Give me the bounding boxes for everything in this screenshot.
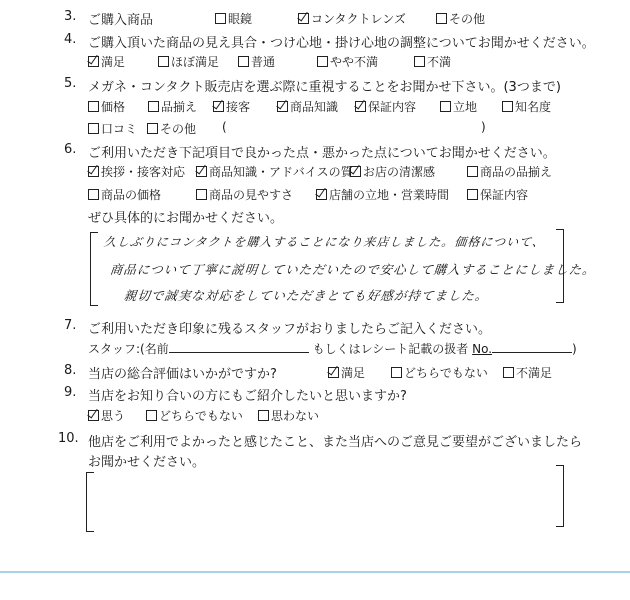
q6-option-4[interactable]: 商品の品揃え — [467, 163, 552, 180]
q5-option-selection[interactable]: 品揃え — [148, 98, 197, 115]
q5-option-reviews[interactable]: 口コミ — [88, 120, 137, 137]
checkbox[interactable] — [215, 13, 226, 24]
handwriting-line-2: 商品について丁寧に説明していただいたので安心して購入することにしました。 — [109, 262, 597, 277]
checkbox[interactable] — [467, 189, 478, 200]
q4-option-1[interactable]: 満足 — [88, 53, 125, 70]
q9-option-1[interactable]: 思う — [88, 407, 125, 424]
q4-option-4[interactable]: やや不満 — [317, 53, 378, 70]
q10-text: 他店をご利用でよかったと感じたこと、また当店へのご意見ご要望がございましたら — [88, 435, 583, 450]
q5-option-other[interactable]: その他 — [147, 120, 196, 137]
q5-option-knowledge[interactable]: 商品知識 — [277, 98, 338, 115]
q6-option-5[interactable]: 商品の価格 — [88, 186, 161, 203]
q4-option-2[interactable]: ほぼ満足 — [158, 53, 219, 70]
checkbox[interactable] — [317, 56, 328, 67]
q10-text-2: お聞かせください。 — [88, 455, 206, 470]
handwriting-line-1: 久しぶりにコンタクトを購入することになり来店しました。価格について、 — [103, 235, 546, 249]
q6-option-7[interactable]: 店舗の立地・営業時間 — [316, 186, 449, 203]
q5-option-service[interactable]: 接客 — [213, 98, 250, 115]
checkbox[interactable] — [391, 367, 402, 378]
checkbox[interactable] — [146, 410, 157, 421]
q7-text: ご利用いただき印象に残るスタッフがおりましたらご記入ください。 — [88, 322, 492, 337]
q8-option-3[interactable]: 不満足 — [503, 364, 552, 381]
q8-option-1[interactable]: 満足 — [328, 364, 365, 381]
checkbox-checked[interactable] — [213, 101, 224, 112]
q5-option-location[interactable]: 立地 — [440, 98, 477, 115]
checkbox[interactable] — [440, 101, 451, 112]
bottom-divider — [0, 571, 630, 573]
no-label: No. — [472, 342, 493, 356]
receipt-label: もしくはレシート記載の扱者 — [312, 342, 469, 356]
q6-option-8[interactable]: 保証内容 — [467, 186, 528, 203]
checkbox[interactable] — [258, 410, 269, 421]
handwriting-line-3: 親切で誠実な対応をしていただきとても好感が持てました。 — [123, 288, 490, 303]
checkbox[interactable] — [238, 56, 249, 67]
q4-text: ご購入頂いた商品の見え具合・つけ心地・掛け心地の調整についてお聞かせください。 — [88, 36, 595, 51]
q6-option-3[interactable]: お店の清潔感 — [350, 163, 435, 180]
q3-option-contact[interactable]: コンタクトレンズ — [298, 10, 406, 27]
q7-staff-line — [88, 340, 577, 357]
q3-option-glasses[interactable]: 眼鏡 — [215, 10, 252, 27]
q4-option-5[interactable]: 不満 — [414, 53, 451, 70]
left-bracket — [86, 472, 94, 532]
checkbox[interactable] — [436, 13, 447, 24]
q9-option-2[interactable]: どちらでもない — [146, 407, 243, 424]
q10-number: 10. — [58, 431, 79, 446]
q6-detail-prompt: ぜひ具体的にお聞かせください。 — [88, 211, 284, 226]
q3-option-other[interactable]: その他 — [436, 10, 485, 27]
q5-number: 5. — [64, 76, 77, 91]
checkbox[interactable] — [147, 123, 158, 134]
receipt-number-field[interactable] — [492, 352, 572, 353]
q4-option-3[interactable]: 普通 — [238, 53, 275, 70]
q7-number: 7. — [64, 318, 77, 333]
checkbox-checked[interactable] — [298, 13, 309, 24]
q9-option-3[interactable]: 思わない — [258, 407, 319, 424]
checkbox-checked[interactable] — [350, 166, 361, 177]
q3-text: ご購入商品 — [88, 13, 154, 28]
staff-name-field[interactable] — [169, 352, 309, 353]
checkbox[interactable] — [148, 101, 159, 112]
q8-option-2[interactable]: どちらでもない — [391, 364, 488, 381]
checkbox-checked[interactable] — [277, 101, 288, 112]
checkbox[interactable] — [196, 189, 207, 200]
checkbox-checked[interactable] — [88, 410, 99, 421]
q5-option-warranty[interactable]: 保証内容 — [355, 98, 416, 115]
q6-text: ご利用いただき下記項目で良かった点・悪かった点についてお聞かせください。 — [88, 146, 556, 161]
q9-text: 当店をお知り合いの方にもご紹介したいと思いますか? — [88, 389, 407, 404]
q5-text: メガネ・コンタクト販売店を選ぶ際に重視することをお聞かせ下さい。(3つまで) — [88, 80, 561, 95]
checkbox[interactable] — [503, 367, 514, 378]
checkbox[interactable] — [467, 166, 478, 177]
close-paren: ) — [572, 342, 577, 356]
checkbox[interactable] — [88, 189, 99, 200]
checkbox-checked[interactable] — [316, 189, 327, 200]
q5-option-fame[interactable]: 知名度 — [502, 98, 551, 115]
q6-number: 6. — [64, 142, 77, 157]
checkbox-checked[interactable] — [196, 166, 207, 177]
checkbox-checked[interactable] — [88, 166, 99, 177]
q3-number: 3. — [64, 9, 77, 24]
q4-number: 4. — [64, 32, 77, 47]
q9-number: 9. — [64, 385, 77, 400]
q5-paren-close: ) — [481, 120, 486, 134]
q5-option-price[interactable]: 価格 — [88, 98, 125, 115]
q6-option-2[interactable]: 商品知識・アドバイスの質 — [196, 163, 353, 180]
checkbox-checked[interactable] — [88, 56, 99, 67]
checkbox-checked[interactable] — [328, 367, 339, 378]
staff-label: スタッフ:(名前 — [88, 342, 169, 356]
q8-number: 8. — [64, 363, 77, 378]
checkbox[interactable] — [502, 101, 513, 112]
checkbox[interactable] — [88, 101, 99, 112]
checkbox[interactable] — [158, 56, 169, 67]
left-bracket — [90, 232, 98, 306]
right-bracket — [556, 465, 564, 527]
checkbox-checked[interactable] — [355, 101, 366, 112]
q8-text: 当店の総合評価はいかがですか? — [88, 367, 277, 382]
q6-option-6[interactable]: 商品の見やすさ — [196, 186, 293, 203]
q6-option-1[interactable]: 挨拶・接客対応 — [88, 163, 185, 180]
q5-paren-open: ( — [222, 120, 227, 134]
checkbox[interactable] — [88, 123, 99, 134]
checkbox[interactable] — [414, 56, 425, 67]
